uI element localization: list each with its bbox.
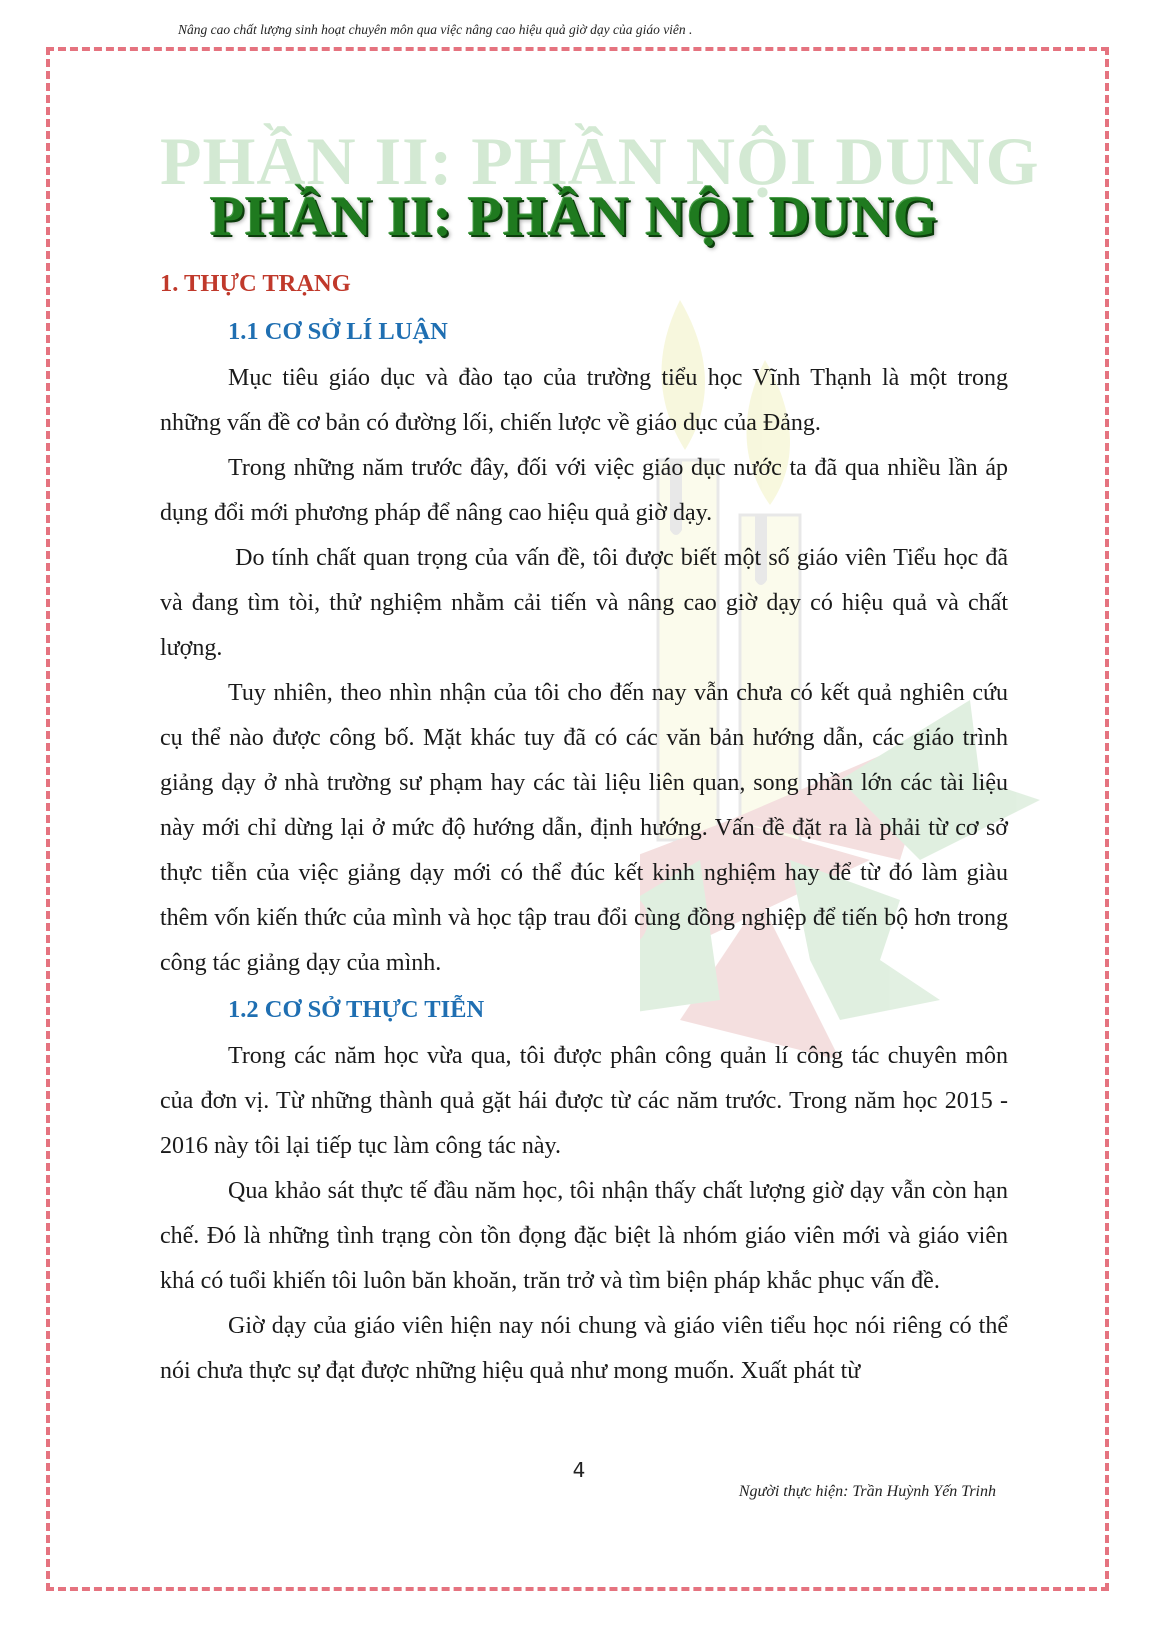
page-number: 4	[572, 1458, 586, 1482]
page-title: PHẦN II: PHẦN NỘI DUNG	[210, 186, 939, 248]
paragraph: Giờ dạy của giáo viên hiện nay nói chung và giáo viên tiểu học nói riêng có thể nói chưa thực sự đạt được những hiệu quả như mong muốn. Xuất phát từ	[160, 1313, 1008, 1384]
paragraph: Trong các năm học vừa qua, tôi được phân công quản lí công tác chuyên môn của đơn vị. Từ những thành quả gặt hái được từ các năm trước. Trong năm học 2015 - 2016 này tôi lại tiếp tục làm công tác này.	[160, 1043, 1008, 1159]
section-heading-thuc-trang: 1. THỰC TRẠNG	[160, 270, 351, 297]
subsection-heading-co-so-li-luan: 1.1 CƠ SỞ LÍ LUẬN	[228, 318, 448, 345]
paragraph: Mục tiêu giáo dục và đào tạo của trường tiểu học Vĩnh Thạnh là một trong những vấn đề cơ bản có đường lối, chiến lược về giáo dục của Đảng.	[160, 365, 1008, 436]
page-title-shadow: PHẦN II: PHẦN NỘI DUNG	[160, 123, 1040, 199]
paragraph: Qua khảo sát thực tế đầu năm học, tôi nhận thấy chất lượng giờ dạy vẫn còn hạn chế. Đó là những tình trạng còn tồn đọng đặc biệt là nhóm giáo viên mới và giáo viên khá có tuổi khiến tôi luôn băn khoăn, trăn trở và tìm biện pháp khắc phục vấn đề.	[160, 1178, 1008, 1294]
document-body	[160, 260, 1015, 1394]
paragraph: Do tính chất quan trọng của vấn đề, tôi được biết một số giáo viên Tiểu học đã và đang tìm tòi, thử nghiệm nhằm cải tiến và nâng cao giờ dạy có hiệu quả và chất lượng.	[160, 545, 1015, 661]
paragraph: Tuy nhiên, theo nhìn nhận của tôi cho đến nay vẫn chưa có kết quả nghiên cứu cụ thể nào được công bố. Mặt khác tuy đã có các văn bản hướng dẫn, các giáo trình giảng dạy ở nhà trường sư phạm hay các tài liệu liên quan, song phần lớn các tài liệu này mới chỉ dừng lại ở mức độ hướng dẫn, định hướng. Vấn đề đặt ra là phải từ cơ sở thực tiễn của việc giảng dạy mới có thể đúc kết kinh nghiệm hay để từ đó làm giàu thêm vốn kiến thức của mình và học tập trau đổi cùng đồng nghiệp để tiến bộ hơn trong công tác giảng dạy của mình.	[160, 680, 1008, 976]
paragraph: Trong những năm trước đây, đối với việc giáo dục nước ta đã qua nhiều lần áp dụng đổi mới phương pháp để nâng cao hiệu quả giờ dạy.	[160, 455, 1008, 526]
author-footer: Người thực hiện: Trần Huỳnh Yến Trinh	[738, 1483, 996, 1500]
running-header: Nâng cao chất lượng sinh hoạt chuyên môn qua việc nâng cao hiệu quả giờ dạy của giáo viên .	[178, 22, 693, 37]
subsection-heading-co-so-thuc-tien: 1.2 CƠ SỞ THỰC TIỄN	[228, 996, 485, 1023]
